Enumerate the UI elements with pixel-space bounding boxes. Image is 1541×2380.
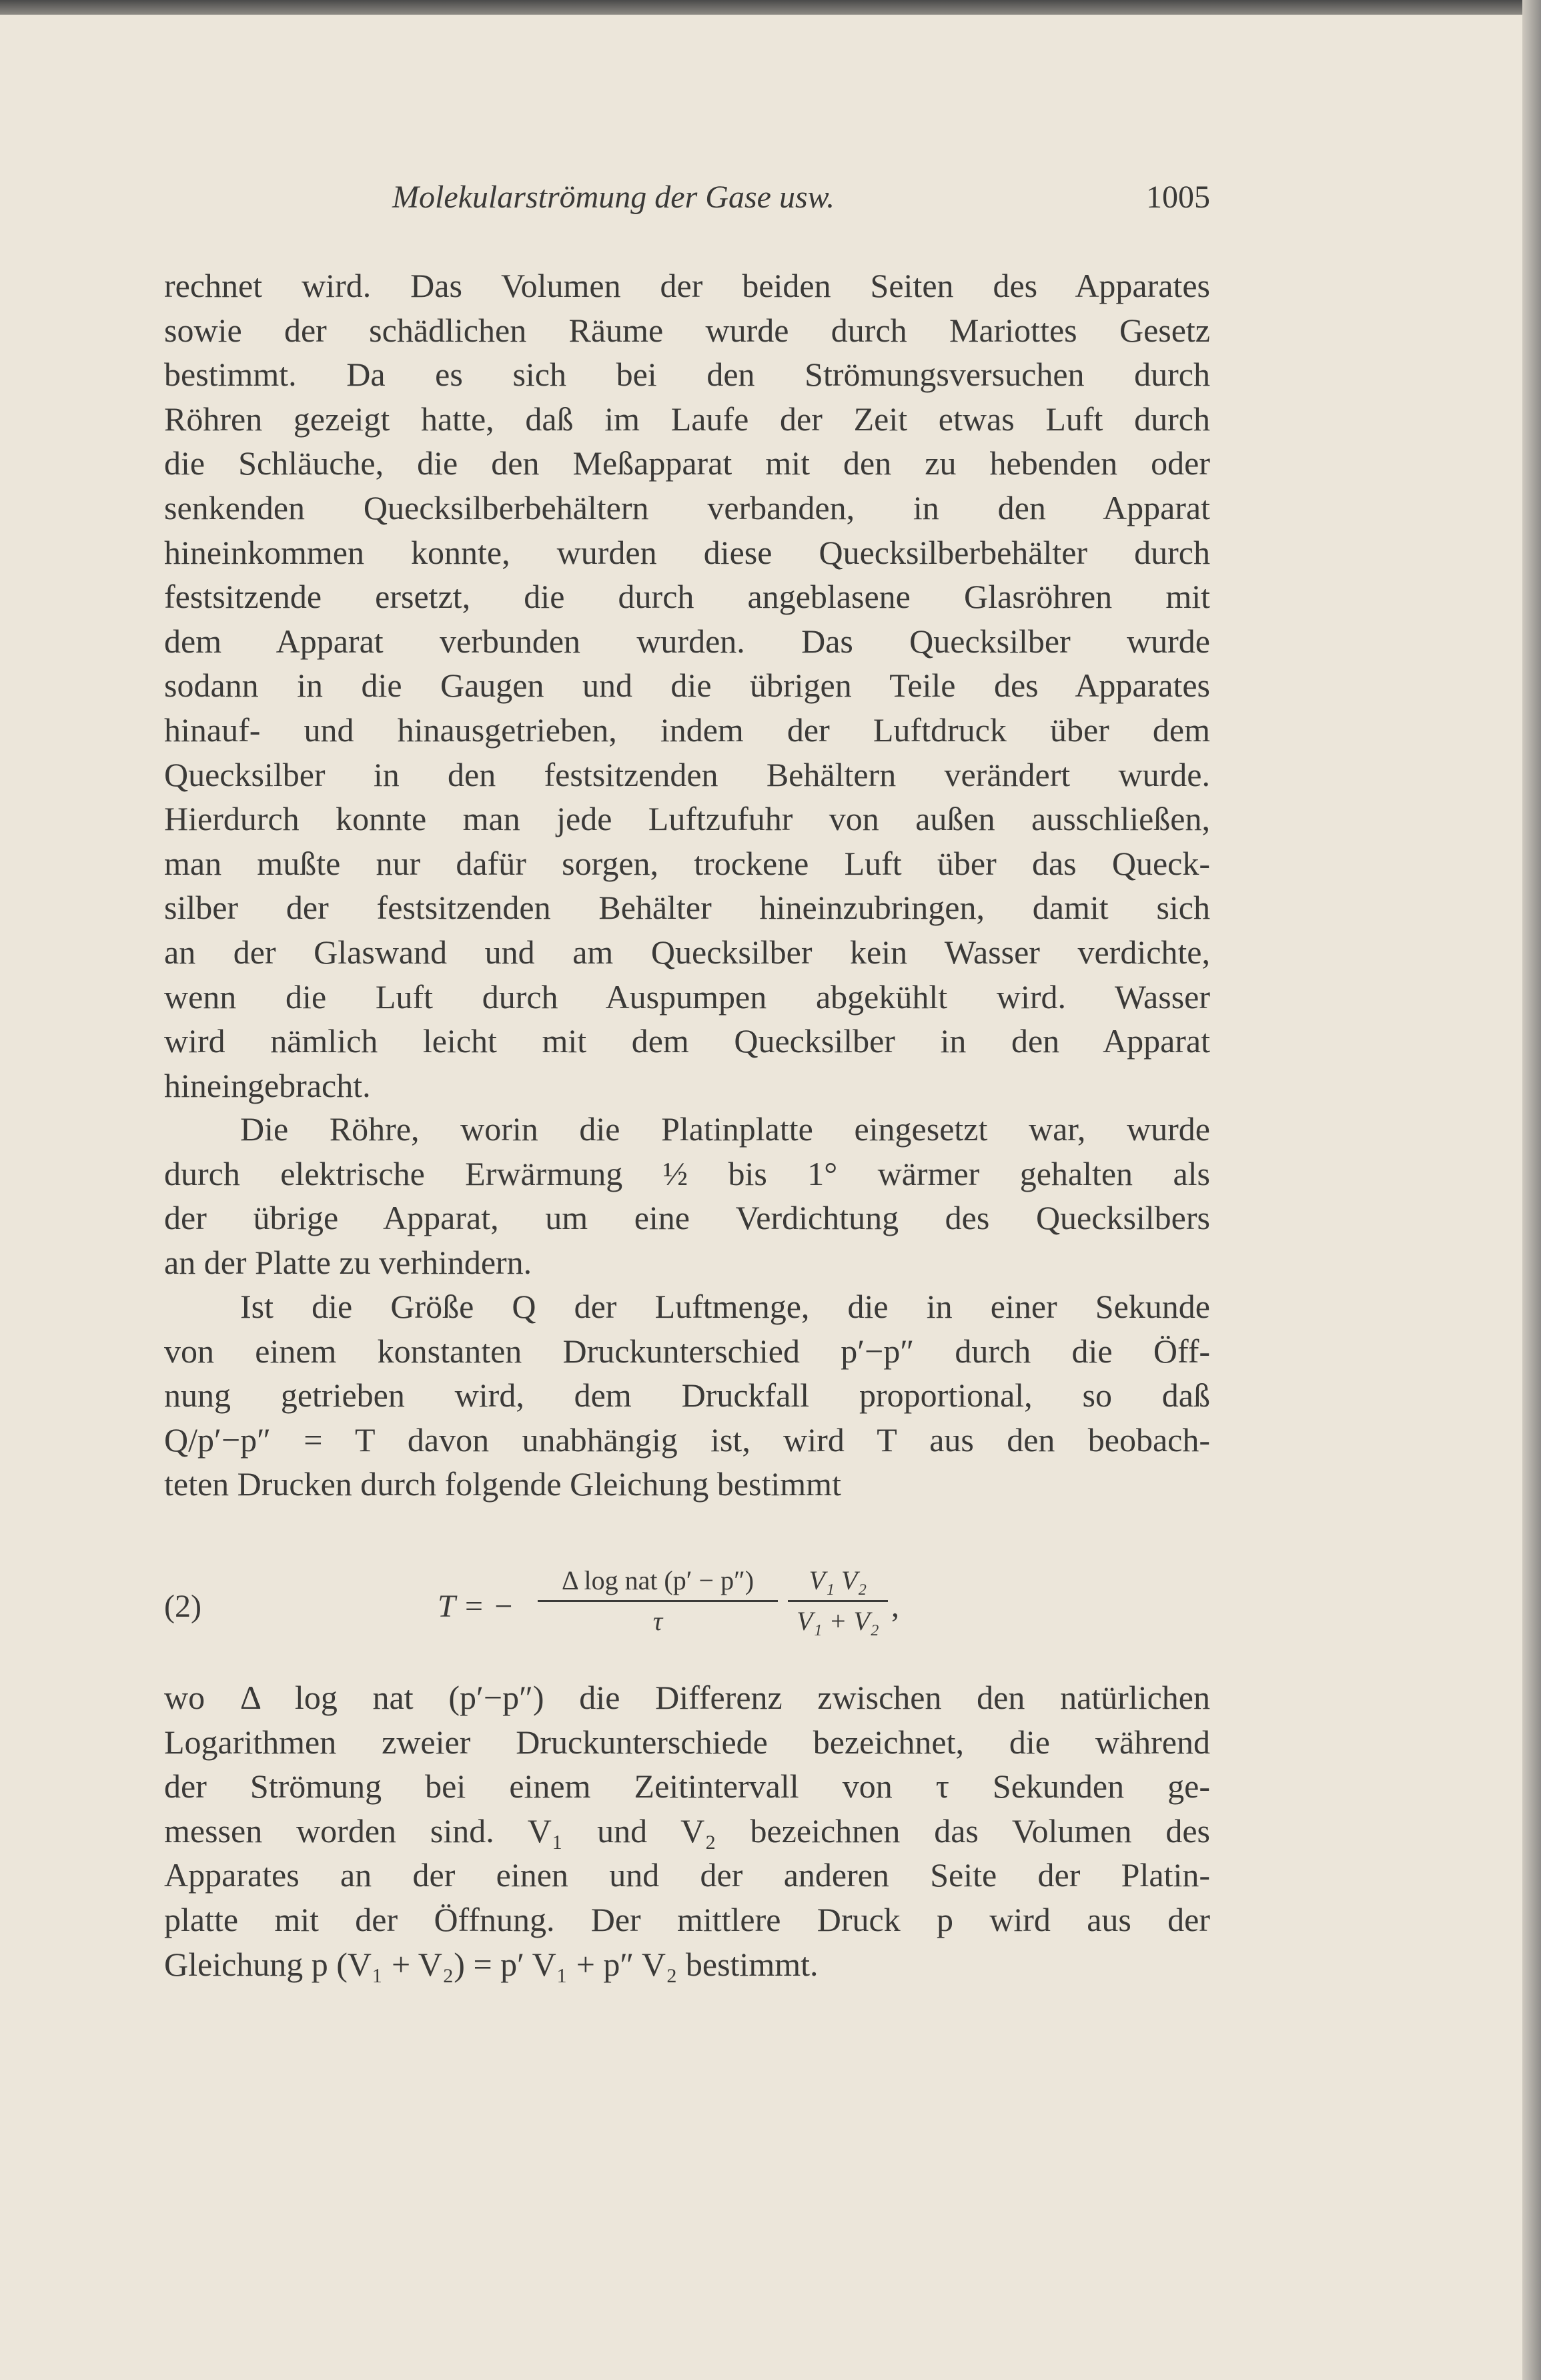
text-line: wo Δ log nat (p′−p″) die Differenz zwischen den natürlichen — [164, 1679, 1210, 1716]
running-title: Molekularströmung der Gase usw. — [392, 179, 835, 215]
text-line: der übrige Apparat, um eine Verdichtung des Quecksilbers — [164, 1199, 1210, 1237]
text-line: Q/p′−p″ = T davon unabhängig ist, wird T aus den beobach- — [164, 1421, 1210, 1459]
page-header — [164, 179, 1210, 219]
text-line: sodann in die Gaugen und die übrigen Teile des Apparates — [164, 667, 1210, 705]
scan-right-edge — [1522, 0, 1541, 2380]
text-line: an der Glaswand und am Quecksilber kein Wasser verdichte, — [164, 933, 1210, 971]
text-line: hinauf- und hinausgetrieben, indem der Luftdruck über dem — [164, 711, 1210, 749]
fraction-log — [538, 1561, 778, 1641]
text-line: durch elektrische Erwärmung ½ bis 1° wärmer gehalten als — [164, 1154, 1210, 1192]
text-line: teten Drucken durch folgende Gleichung bestimmt — [164, 1465, 841, 1503]
text-line: messen worden sind. V₁ und V₂ bezeichnen das Volumen des — [164, 1812, 1210, 1850]
text-line: nung getrieben wird, dem Druckfall proportional, so daß — [164, 1376, 1210, 1415]
text-line: der Strömung bei einem Zeitintervall von τ Sekunden ge- — [164, 1767, 1210, 1806]
text-line: Gleichung p (V₁ + V₂) = p′ V₁ + p″ V₂ bestimmt. — [164, 1945, 819, 1983]
text-line: dem Apparat verbunden wurden. Das Quecksilber wurde — [164, 622, 1210, 660]
text-line: Apparates an der einen und der anderen Seite der Platin- — [164, 1856, 1210, 1894]
text-line: Logarithmen zweier Druckunterschiede bezeichnet, die während — [164, 1723, 1210, 1761]
text-line: wird nämlich leicht mit dem Quecksilber in den Apparat — [164, 1022, 1210, 1060]
text-line: platte mit der Öffnung. Der mittlere Druck p wird aus der — [164, 1901, 1210, 1938]
text-line: senkenden Quecksilberbehältern verbanden, in den Apparat — [164, 489, 1210, 526]
text-line: festsitzende ersetzt, die durch angeblasene Glasröhren mit — [164, 578, 1210, 616]
text-line: hineingebracht. — [164, 1066, 371, 1104]
equation-lhs: T = − — [438, 1589, 514, 1624]
equation-label: (2) — [164, 1589, 201, 1624]
fraction-numerator: V₁ V₂ — [788, 1561, 888, 1602]
text-line: silber der festsitzenden Behälter hineinzubringen, damit sich — [164, 889, 1210, 927]
text-line: an der Platte zu verhindern. — [164, 1243, 532, 1281]
text-line: die Schläuche, die den Meßapparat mit den zu hebenden oder — [164, 444, 1210, 482]
fraction-denominator: V₁ + V₂ — [797, 1606, 879, 1636]
text-line: Ist die Größe Q der Luftmenge, die in einer Sekunde — [240, 1288, 1210, 1325]
text-line: Quecksilber in den festsitzenden Behältern verändert wurde. — [164, 755, 1210, 793]
text-line: Hierdurch konnte man jede Luftzufuhr von außen ausschließen, — [164, 800, 1210, 838]
scan-top-edge — [0, 0, 1541, 15]
equation-2 — [164, 1561, 1210, 1668]
text-line: rechnet wird. Das Volumen der beiden Seiten des Apparates — [164, 267, 1210, 304]
text-line: bestimmt. Da es sich bei den Strömungsversuchen durch — [164, 356, 1210, 394]
text-line: von einem konstanten Druckunterschied p′−p″ durch die Öff- — [164, 1332, 1210, 1370]
text-line: Röhren gezeigt hatte, daß im Laufe der Zeit etwas Luft durch — [164, 400, 1210, 438]
equation-comma: , — [891, 1589, 899, 1624]
text-line: Die Röhre, worin die Platinplatte eingesetzt war, wurde — [240, 1110, 1210, 1148]
page-number: 1005 — [1146, 179, 1210, 215]
text-line: hineinkommen konnte, wurden diese Quecksilberbehälter durch — [164, 533, 1210, 571]
text-line: wenn die Luft durch Auspumpen abgekühlt wird. Wasser — [164, 977, 1210, 1016]
text-line: man mußte nur dafür sorgen, trockene Luft über das Queck- — [164, 844, 1210, 882]
fraction-denominator: τ — [652, 1606, 663, 1636]
text-line: sowie der schädlichen Räume wurde durch Mariottes Gesetz — [164, 311, 1210, 349]
fraction-numerator: Δ log nat (p′ − p″) — [538, 1561, 778, 1602]
fraction-volume — [788, 1561, 888, 1641]
